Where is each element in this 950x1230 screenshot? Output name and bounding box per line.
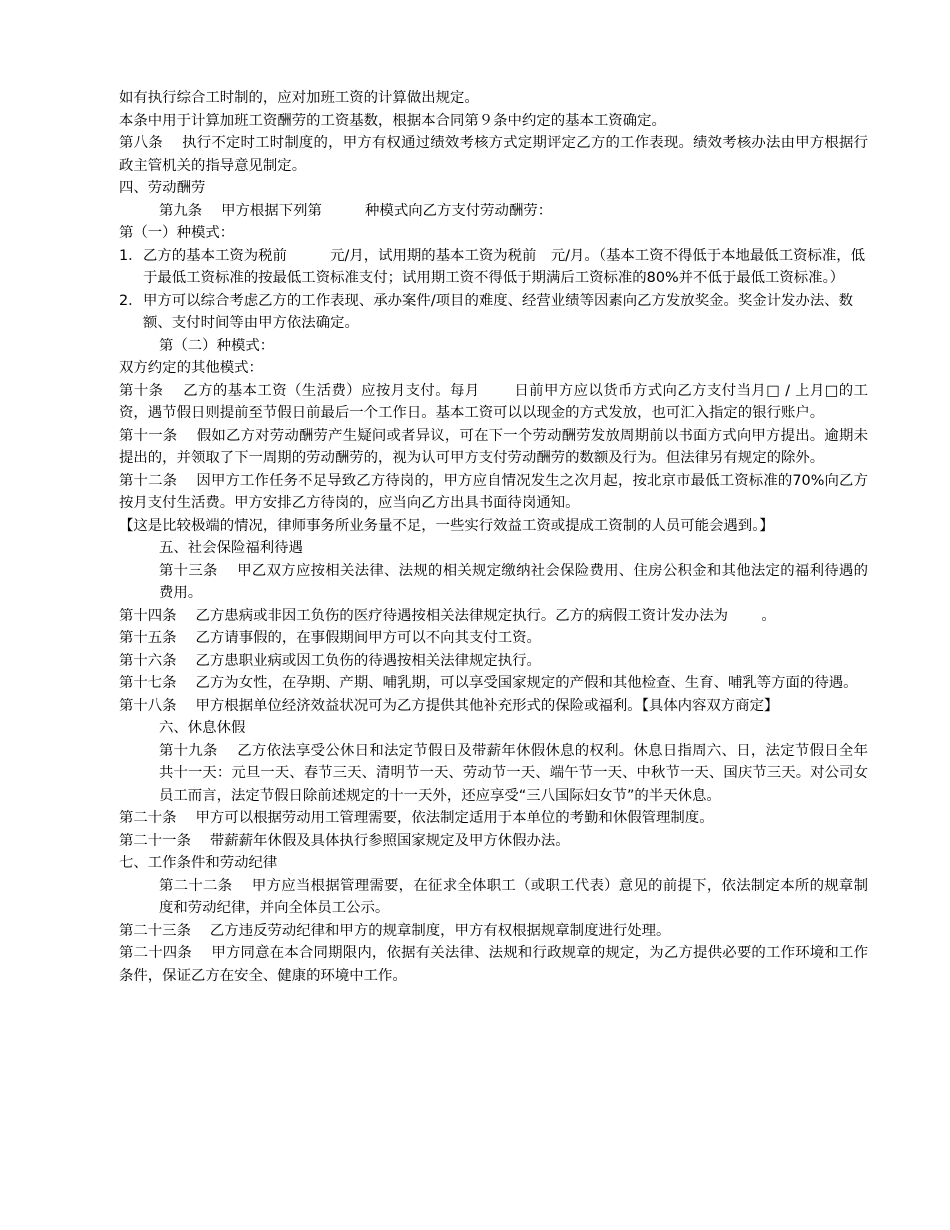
section-heading: 四、劳动酬劳 bbox=[119, 180, 206, 196]
paragraph: 第八条 执行不定时工时制度的，甲方有权通过绩效考核方式定期评定乙方的工作表现。绩效考核办法由甲方根据行政主管机关的指导意见制定。 bbox=[119, 135, 868, 174]
paragraph: 第二十四条 甲方同意在本合同期限内，依据有关法律、法规和行政规章的规定，为乙方提供必要的工作环境和工作条件，保证乙方在安全、健康的环境中工作。 bbox=[119, 945, 868, 984]
paragraph: 第十二条 因甲方工作任务不足导致乙方待岗的，甲方应自情况发生之次月起，按北京市最低工资标准的70%向乙方按月支付生活费。甲方安排乙方待岗的，应当向乙方出具书面待岗通知。 bbox=[119, 472, 868, 511]
section-heading: 六、休息休假 bbox=[159, 720, 246, 736]
paragraph: 第十九条 乙方依法享受公休日和法定节假日及带薪年休假休息的权利。休息日指周六、日，法定节假日全年共十一天：元旦一天、春节三天、清明节一天、劳动节一天、端午节一天、中秋节一天、国庆节三天。对公司女员工而言，法定节假日除前述规定的十一天外，还应享受“三八国际妇女节”的半天休息。 bbox=[159, 742, 868, 804]
list-text: 乙方的基本工资为税前 元/月，试用期的基本工资为税前 元/月。（基本工资不得低于本地最低工资标准，低于最低工资标准的按最低工资标准支付；试用期工资不得低于期满后工资标准的80%并不低于最低工资标准。） bbox=[143, 247, 866, 286]
list-item bbox=[88, 290, 868, 335]
paragraph: 第九条 甲方根据下列第 种模式向乙方支付劳动酬劳： bbox=[159, 202, 553, 219]
section-heading: 七、工作条件和劳动纪律 bbox=[119, 855, 278, 871]
paragraph: 第二十二条 甲方应当根据管理需要，在征求全体职工（或职工代表）意见的前提下，依法制定本所的规章制度和劳动纪律，并向全体员工公示。 bbox=[159, 877, 868, 916]
paragraph: 第十四条 乙方患病或非因工负伤的医疗待遇按相关法律规定执行。乙方的病假工资计发办法为 。 bbox=[119, 607, 776, 624]
list-number: 2． bbox=[119, 292, 143, 309]
paragraph: 第（二）种模式： bbox=[159, 337, 275, 354]
paragraph: 第十六条 乙方患职业病或因工负伤的待遇按相关法律规定执行。 bbox=[119, 652, 541, 669]
paragraph: 第十八条 甲方根据单位经济效益状况可为乙方提供其他补充形式的保险或福利。【具体内容双方商定】 bbox=[119, 697, 779, 714]
note-paragraph: 【这是比较极端的情况，律师事务所业务量不足，一些实行效益工资或提成工资制的人员可能会遇到。】 bbox=[119, 517, 774, 534]
paragraph: 本条中用于计算加班工资酬劳的工资基数，根据本合同第９条中约定的基本工资确定。 bbox=[119, 112, 666, 129]
list-number: 1． bbox=[119, 247, 143, 264]
list-text: 甲方可以综合考虑乙方的工作表现、承办案件/项目的难度、经营业绩等因素向乙方发放奖金。奖金计发办法、数额、支付时间等由甲方依法确定。 bbox=[143, 292, 853, 331]
paragraph: 第十三条 甲乙双方应按相关法律、法规的相关规定缴纳社会保险费用、住房公积金和其他法定的福利待遇的费用。 bbox=[159, 562, 868, 601]
list-item bbox=[88, 245, 868, 290]
paragraph: 第十五条 乙方请事假的，在事假期间甲方可以不向其支付工资。 bbox=[119, 630, 541, 646]
paragraph: 双方约定的其他模式： bbox=[119, 360, 263, 376]
paragraph: 如有执行综合工时制的，应对加班工资的计算做出规定。 bbox=[119, 90, 479, 106]
section-heading: 五、社会保险福利待遇 bbox=[159, 540, 303, 556]
paragraph: 第十条 乙方的基本工资（生活费）应按月支付。每月 日前甲方应以货币方式向乙方支付当月□ / 上月□的工资，遇节假日则提前至节假日前最后一个工作日。基本工资可以以现金的方式发放，也可汇入指定的银行账户。 bbox=[119, 382, 868, 421]
document-body bbox=[88, 87, 868, 987]
paragraph: 第（一）种模式： bbox=[119, 225, 235, 241]
paragraph: 第二十三条 乙方违反劳动纪律和甲方的规章制度，甲方有权根据规章制度进行处理。 bbox=[119, 922, 671, 939]
paragraph: 第二十一条 带薪薪年休假及具体执行参照国家规定及甲方休假办法。 bbox=[119, 832, 570, 849]
paragraph: 第十一条 假如乙方对劳动酬劳产生疑问或者异议，可在下一个劳动酬劳发放周期前以书面方式向甲方提出。逾期未提出的，并领取了下一周期的劳动酬劳的，视为认可甲方支付劳动酬劳的数额及行为。但法律另有规定的除外。 bbox=[119, 427, 868, 466]
paragraph: 第二十条 甲方可以根据劳动用工管理需要，依法制定适用于本单位的考勤和休假管理制度。 bbox=[119, 810, 714, 826]
paragraph: 第十七条 乙方为女性，在孕期、产期、哺乳期，可以享受国家规定的产假和其他检查、生育、哺乳等方面的待遇。 bbox=[119, 675, 858, 691]
